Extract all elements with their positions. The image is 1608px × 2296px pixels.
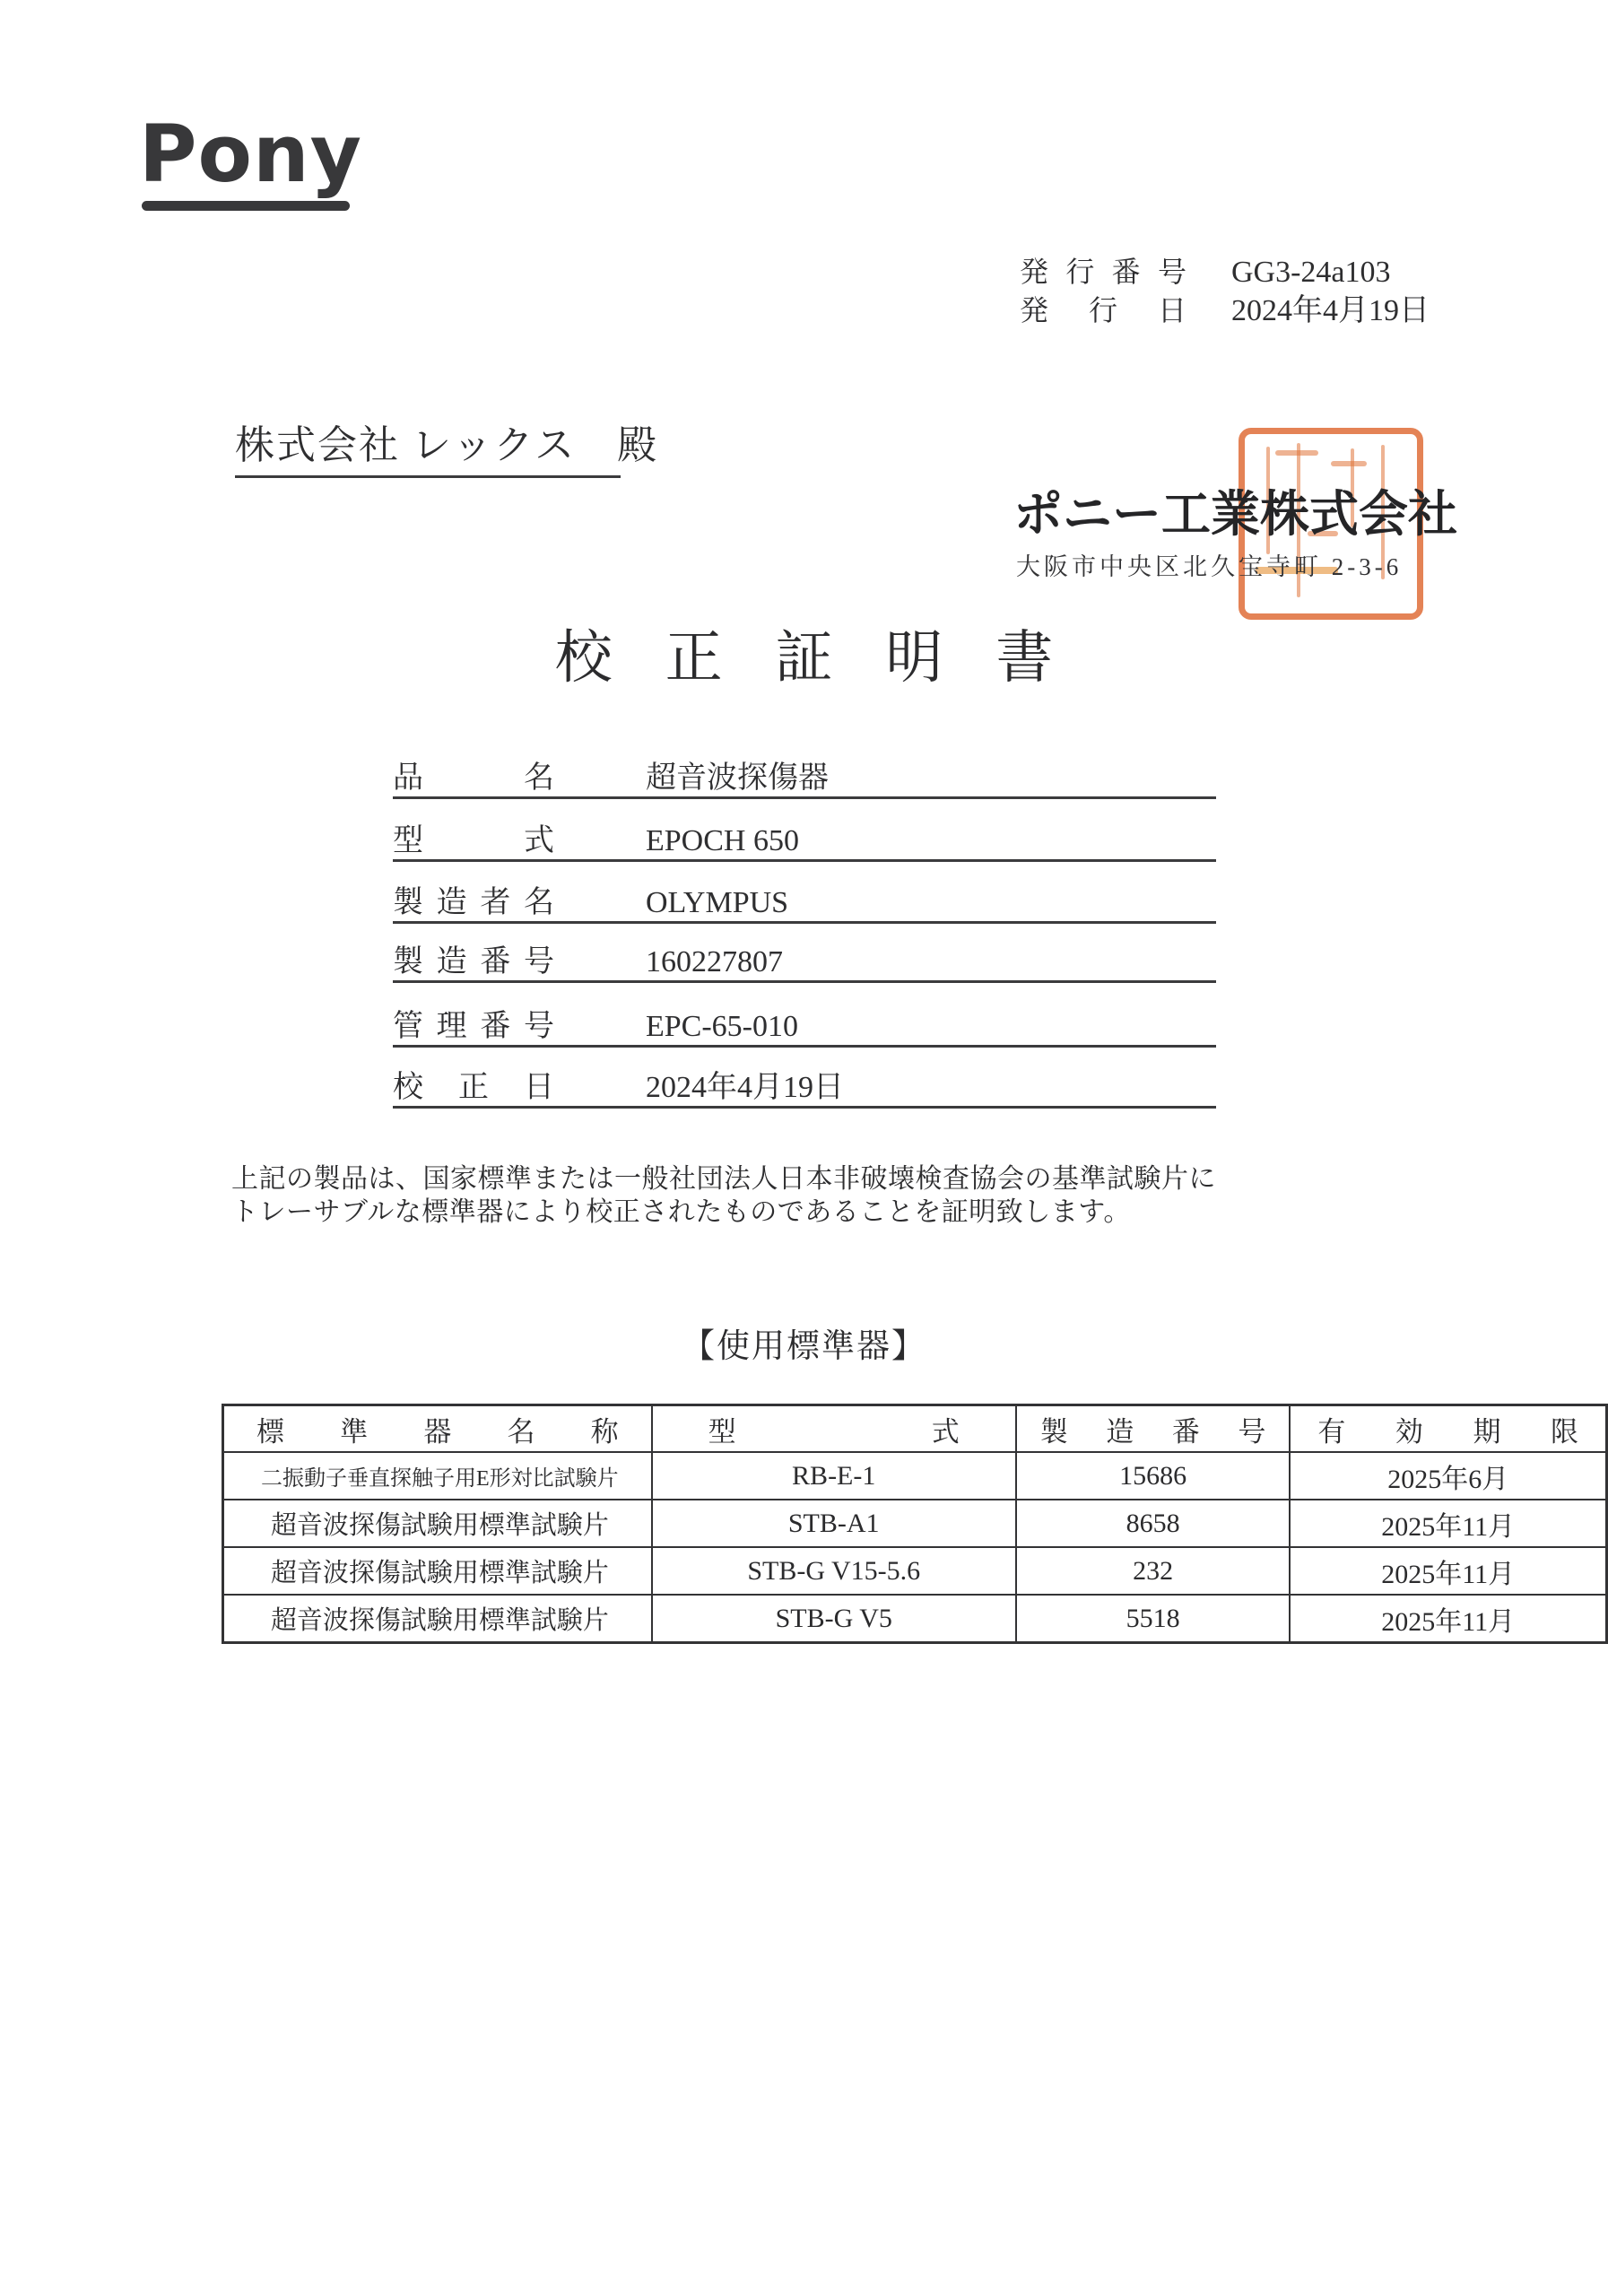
field-label: 校正日 [393,1071,554,1104]
header-standard-name: 標準器名称 [223,1405,652,1453]
cell-standard-name: 超音波探傷試験用標準試験片 [223,1595,652,1643]
header-serial-number: 製造番号 [1016,1405,1291,1453]
cell-expiry: 2025年11月 [1290,1500,1606,1547]
field-row-product-name [393,755,1216,799]
issue-number-value: GG3-24a103 [1231,256,1391,289]
field-row-manufacturer [393,880,1216,924]
pony-logo-text: Pony [139,108,362,200]
statement-line-2: トレーサブルな標準器により校正されたものであることを証明致します。 [231,1197,1131,1227]
issue-number-label: 発行番号 [1020,256,1186,288]
issue-date-row [1020,285,1430,327]
issue-block [1020,249,1430,327]
field-label: 管理番号 [393,1010,554,1043]
pony-logo [139,108,363,222]
field-label: 製造番号 [393,945,554,978]
issuer-company-name: ポニー工業株式会社 [1013,485,1458,543]
field-value: OLYMPUS [646,886,789,919]
document-title: 校正証明書 [554,626,1107,690]
statement-line-1: 上記の製品は、国家標準または一般社団法人日本非破壊検査協会の基準試験片に [231,1164,1216,1194]
field-row-serial-number [393,939,1216,983]
cell-serial-number: 15686 [1016,1452,1291,1500]
cell-standard-name: 二振動子垂直探触子用E形対比試験片 [223,1452,652,1500]
header-expiry: 有効期限 [1290,1405,1606,1453]
cell-model: STB-G V5 [652,1595,1016,1643]
field-value: 160227807 [646,945,783,978]
cell-standard-name: 超音波探傷試験用標準試験片 [223,1547,652,1595]
standards-table [222,1404,1608,1644]
table-row [223,1595,1607,1643]
field-row-model [393,818,1216,862]
certification-statement [231,1162,1379,1229]
cell-expiry: 2025年11月 [1290,1595,1606,1643]
pony-logo-underline [142,201,350,211]
header-model: 型式 [652,1405,1016,1453]
table-row [223,1547,1607,1595]
addressee: 株式会社 レックス 殿 [235,413,621,478]
cell-serial-number: 232 [1016,1547,1291,1595]
field-label: 型式 [393,824,554,857]
issue-number-row [1020,249,1430,289]
field-value: 超音波探傷器 [646,761,829,795]
standards-section-heading: 【使用標準器】 [682,1328,926,1365]
table-row [223,1452,1607,1500]
issue-date-label: 発行日 [1020,294,1186,326]
cell-serial-number: 8658 [1016,1500,1291,1547]
issue-date-value: 2024年4月19日 [1231,294,1430,327]
table-row [223,1500,1607,1547]
field-value: 2024年4月19日 [646,1071,844,1104]
standards-table-header-row [223,1405,1607,1453]
cell-model: STB-G V15-5.6 [652,1547,1016,1595]
cell-expiry: 2025年6月 [1290,1452,1606,1500]
field-value: EPC-65-010 [646,1010,798,1043]
cell-model: STB-A1 [652,1500,1016,1547]
cell-model: RB-E-1 [652,1452,1016,1500]
cell-standard-name: 超音波探傷試験用標準試験片 [223,1500,652,1547]
field-label: 品名 [393,761,554,795]
issuer-company-address: 大阪市中央区北久宝寺町 2-3-6 [1016,553,1403,580]
field-row-control-number [393,1004,1216,1048]
cell-expiry: 2025年11月 [1290,1547,1606,1595]
field-row-calibration-date [393,1065,1216,1109]
cell-serial-number: 5518 [1016,1595,1291,1643]
field-label: 製造者名 [393,886,554,919]
field-value: EPOCH 650 [646,824,799,857]
